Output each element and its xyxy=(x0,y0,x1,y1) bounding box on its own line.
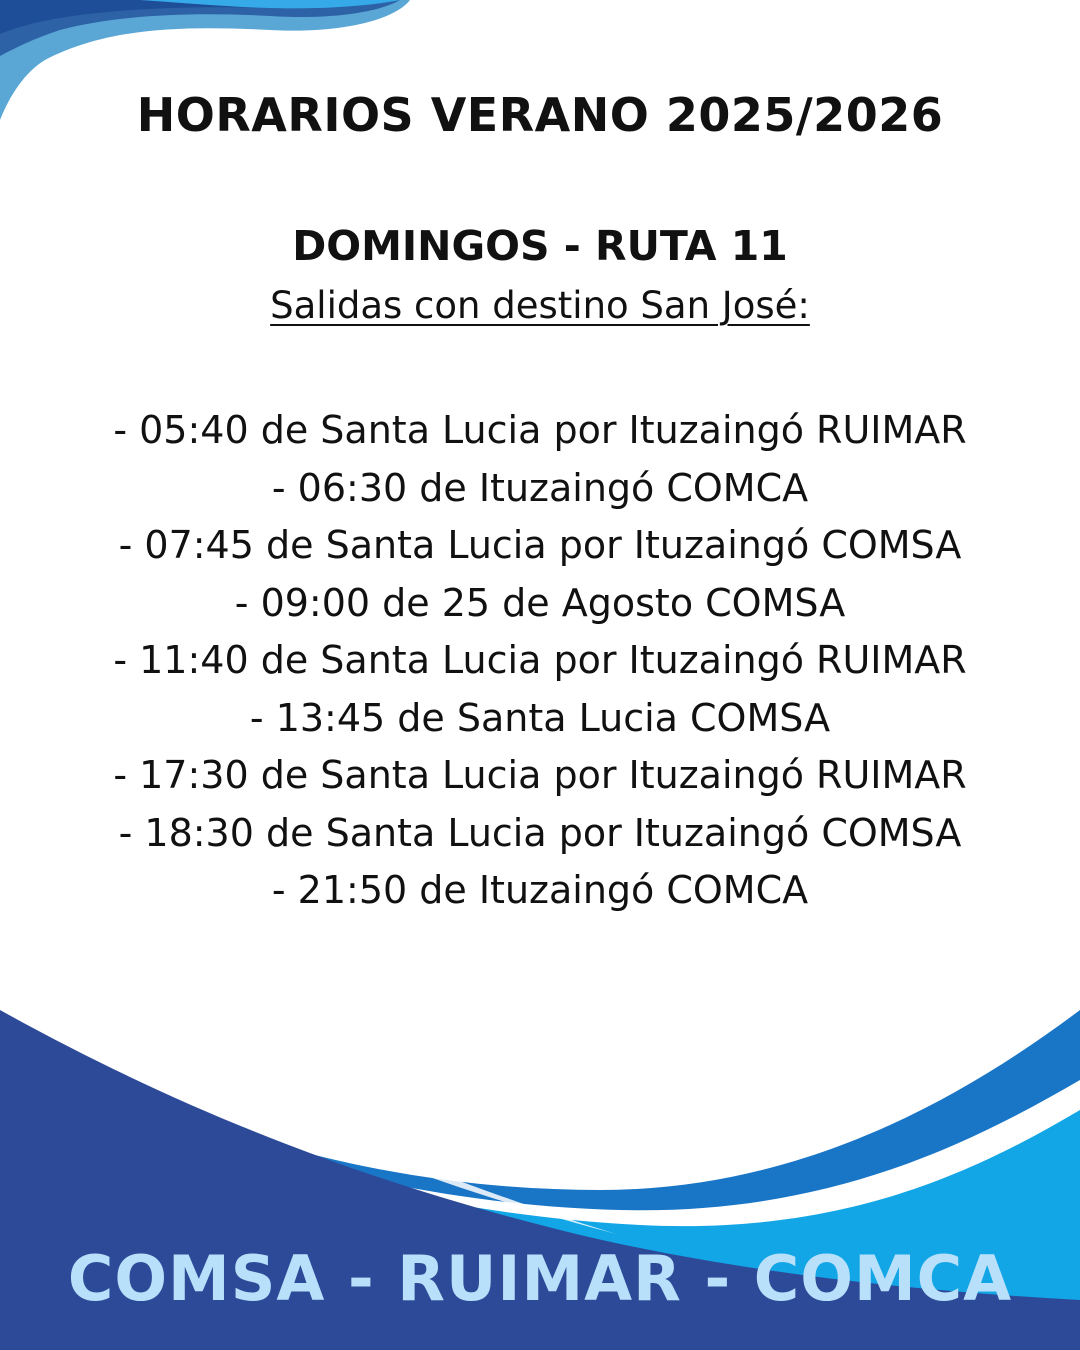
schedule-item: - 18:30 de Santa Lucia por Ituzaingó COMSA xyxy=(118,810,962,855)
schedule-item: - 06:30 de Ituzaingó COMCA xyxy=(271,465,809,510)
schedule-item: - 05:40 de Santa Lucia por Ituzaingó RUIMAR xyxy=(113,408,967,452)
company-names-footer: COMSA - RUIMAR - COMCA xyxy=(67,1242,1013,1315)
destination-text: Salidas con destino San José: xyxy=(270,284,810,327)
schedule-item: - 17:30 de Santa Lucia por Ituzaingó RUIMAR xyxy=(113,753,967,797)
page-title: HORARIOS VERANO 2025/2026 xyxy=(136,88,944,142)
schedule-list xyxy=(0,402,1080,920)
schedule-item: - 13:45 de Santa Lucia COMSA xyxy=(249,695,831,740)
schedule-item: - 07:45 de Santa Lucia por Ituzaingó COMSA xyxy=(118,523,962,567)
schedule-item: - 09:00 de 25 de Agosto COMSA xyxy=(234,580,846,625)
route-subtitle: DOMINGOS - RUTA 11 xyxy=(292,222,788,270)
destination-heading xyxy=(0,284,1080,327)
schedule-item: - 21:50 de Ituzaingó COMCA xyxy=(271,868,809,912)
schedule-item: - 11:40 de Santa Lucia por Ituzaingó RUIMAR xyxy=(113,638,967,682)
